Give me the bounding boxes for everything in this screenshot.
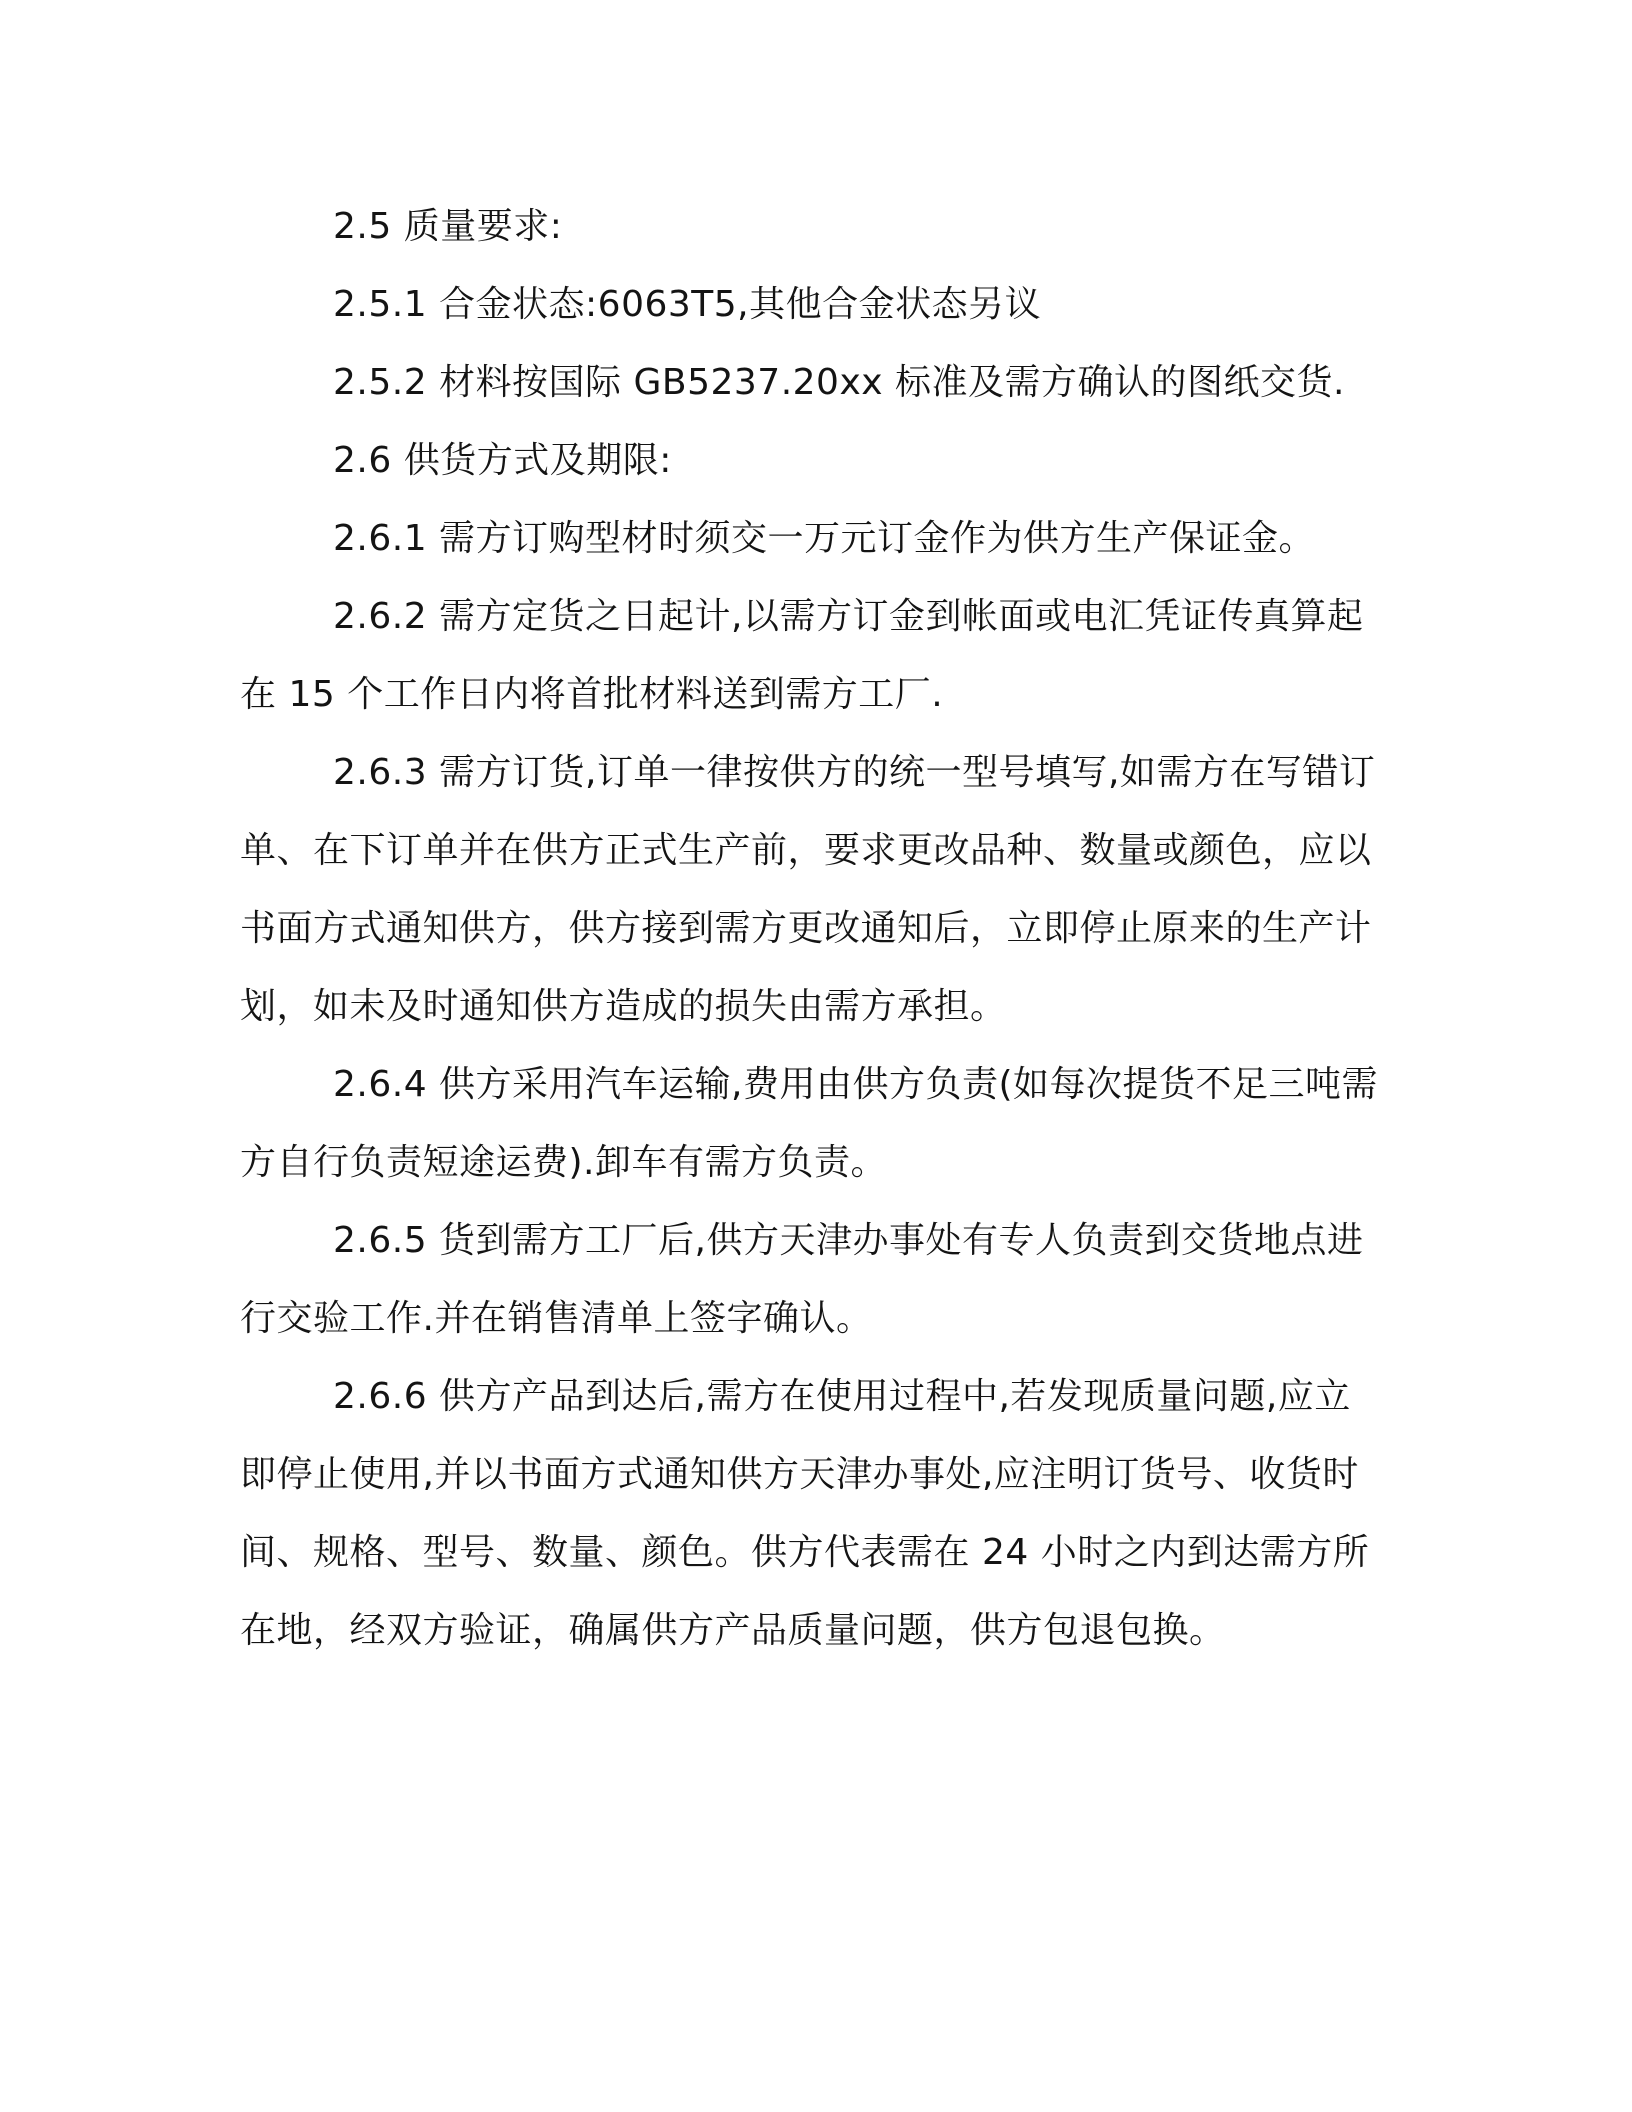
clause-2-6-3: 2.6.3 需方订货,订单一律按供方的统一型号填写,如需方在写错订单、在下订单并在供方正式生产前，要求更改品种、数量或颜色，应以书面方式通知供方，供方接到需方更改通知后，立即停止原来的生产计划，如未及时通知供方造成的损失由需方承担。 <box>240 752 1376 1027</box>
clause-2-6-4: 2.6.4 供方采用汽车运输,费用由供方负责(如每次提货不足三吨需方自行负责短途运费).卸车有需方负责。 <box>240 1064 1379 1183</box>
clause-2-6-2: 2.6.2 需方定货之日起计,以需方订金到帐面或电汇凭证传真算起在 15 个工作日内将首批材料送到需方工厂. <box>240 596 1364 715</box>
clause-2-6-6: 2.6.6 供方产品到达后,需方在使用过程中,若发现质量问题,应立即停止使用,并以书面方式通知供方天津办事处,应注明订货号、收货时间、规格、型号、数量、颜色。供方代表需在 24 小时之内到达需方所在地，经双方验证，确属供方产品质量问题，供方包退包换。 <box>240 1376 1370 1651</box>
section-2-6-heading: 2.6 供货方式及期限: <box>333 440 672 481</box>
clause-2-6-1: 2.6.1 需方订购型材时须交一万元订金作为供方生产保证金。 <box>333 518 1316 559</box>
clause-2-6-5: 2.6.5 货到需方工厂后,供方天津办事处有专人负责到交货地点进行交验工作.并在销售清单上签字确认。 <box>240 1220 1364 1339</box>
document-body <box>240 188 1380 1670</box>
clause-2-5-2: 2.5.2 材料按国际 GB5237.20xx 标准及需方确认的图纸交货. <box>333 362 1345 403</box>
clause-2-5-1: 2.5.1 合金状态:6063T5,其他合金状态另议 <box>333 284 1042 325</box>
section-2-5-heading: 2.5 质量要求: <box>333 206 563 247</box>
